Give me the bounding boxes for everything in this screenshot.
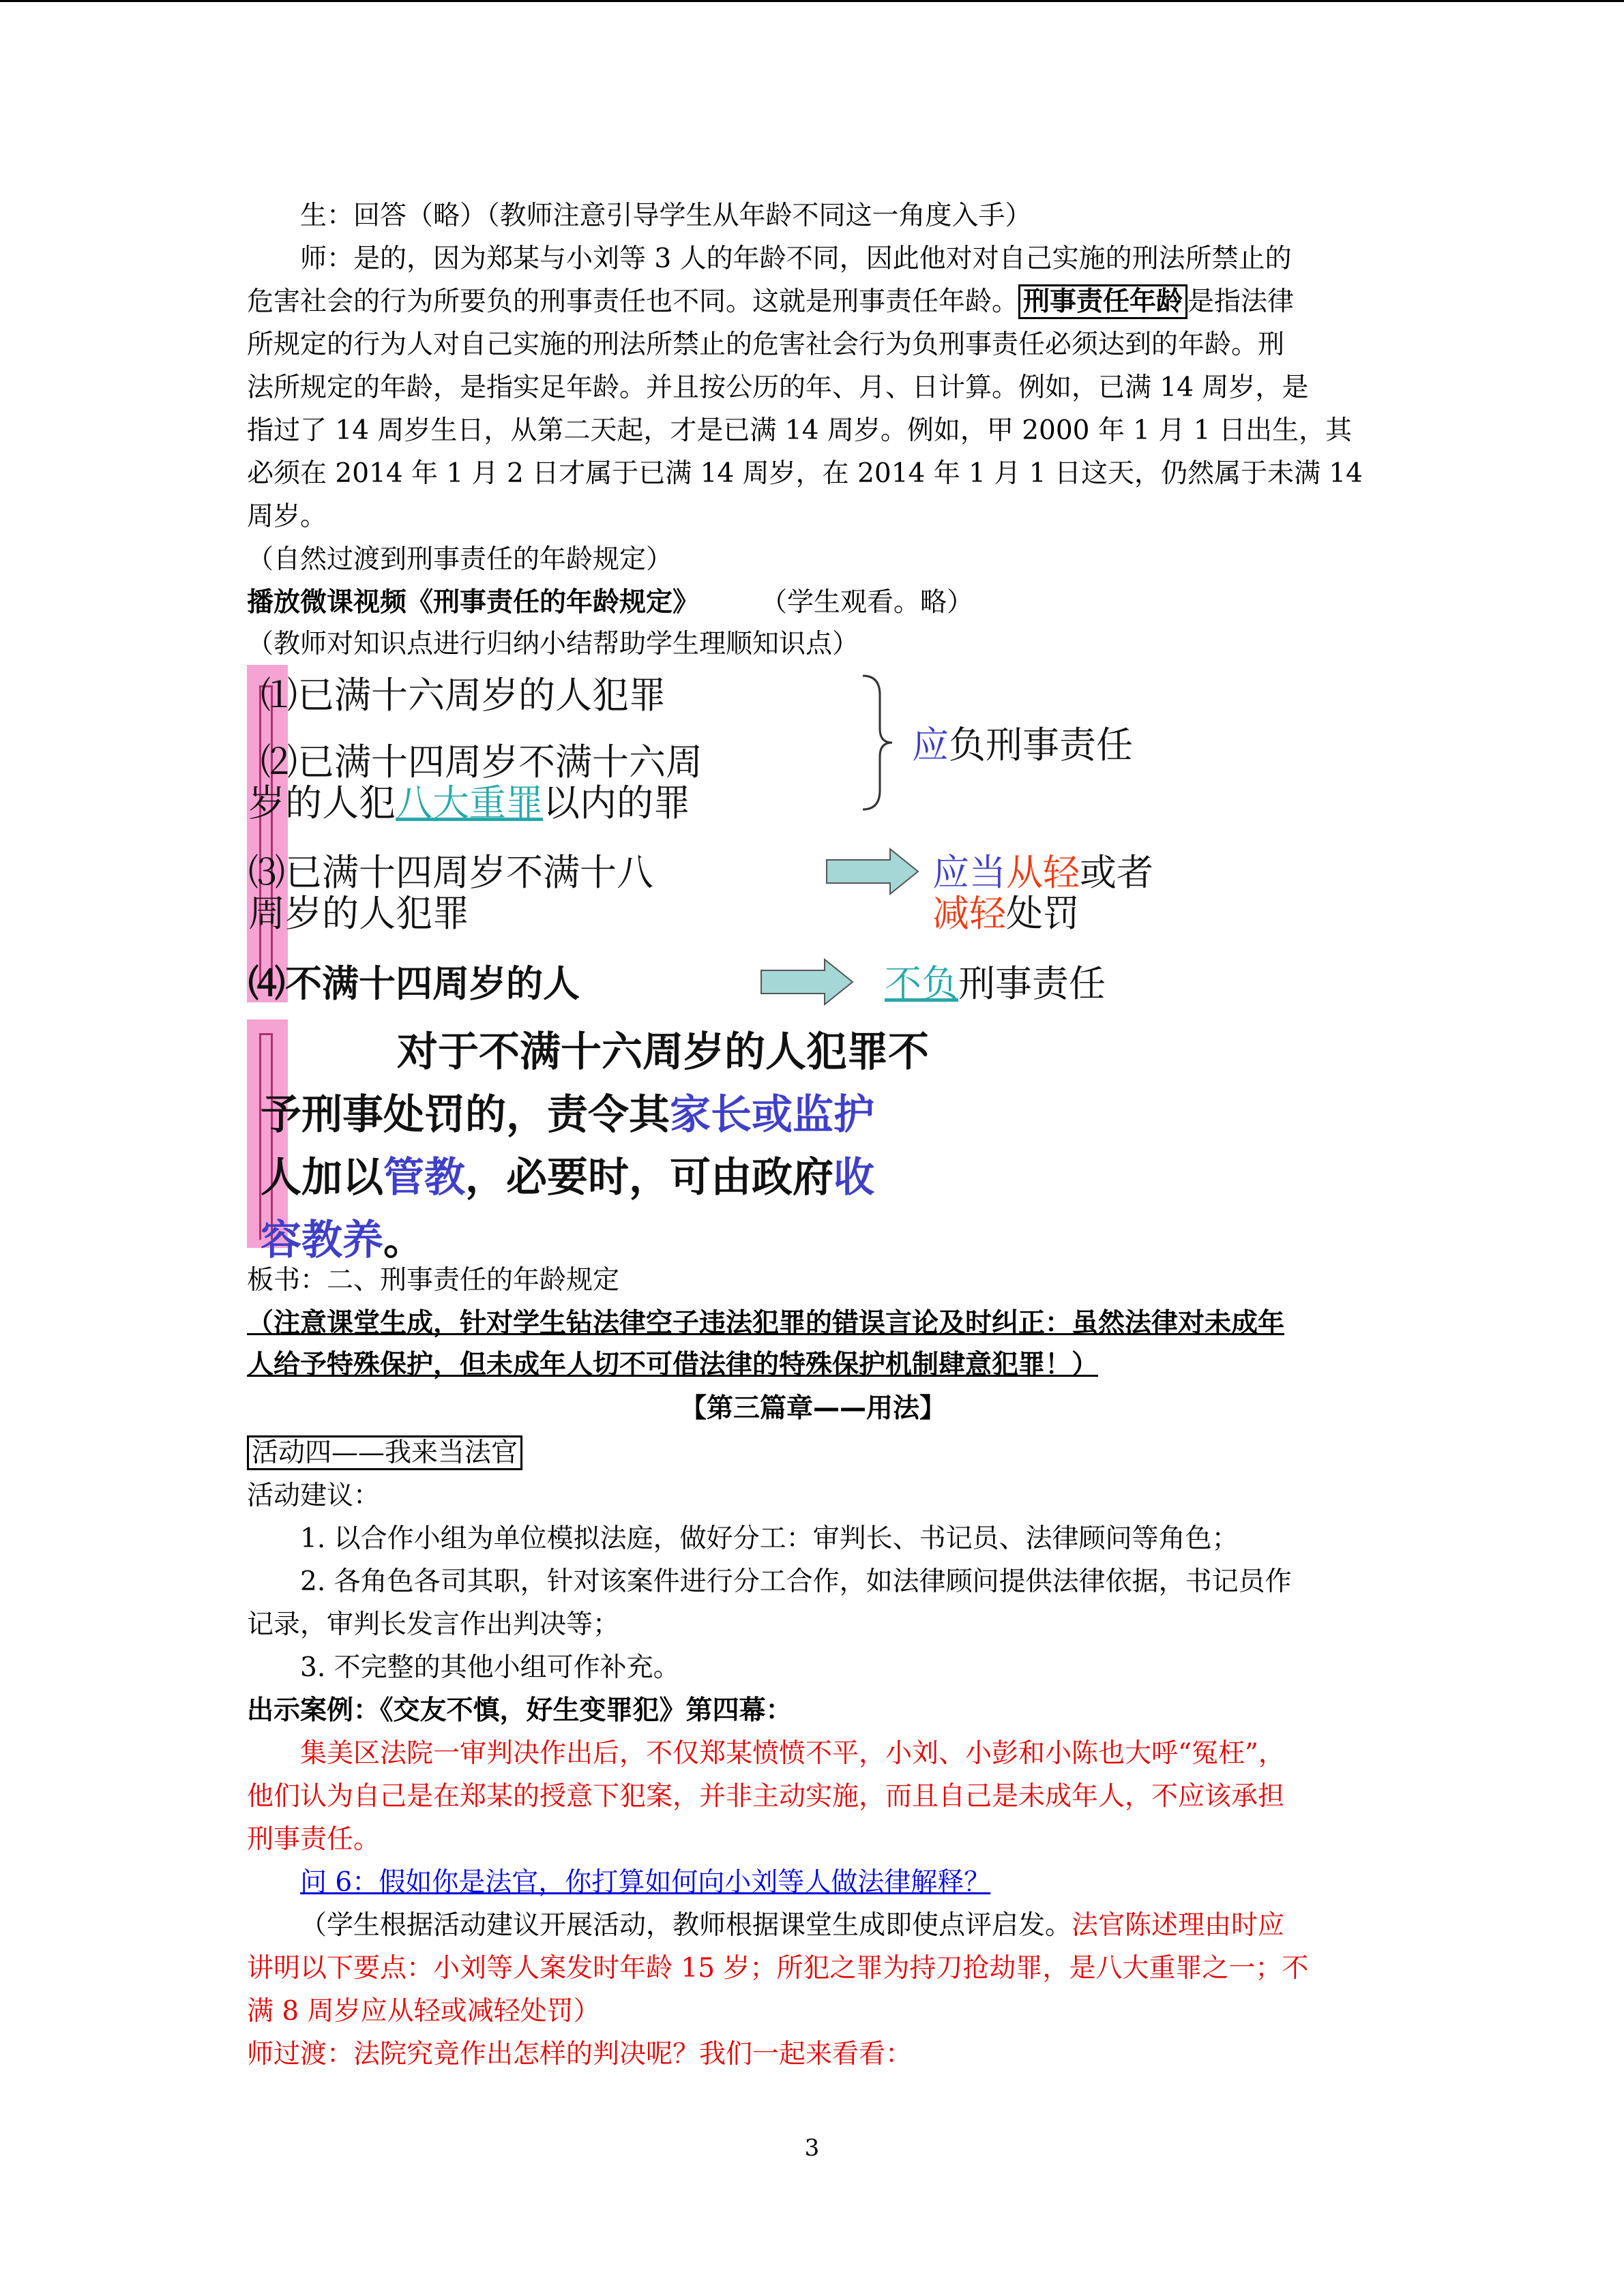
- rule-2b: 岁的人犯八大重罪以内的罪: [248, 781, 690, 824]
- principle-line-4: 容教养。: [261, 1217, 424, 1264]
- case-title: 出示案例：《交友不慎，好生变罪犯》第四幕：: [247, 1695, 793, 1726]
- rule-3a: ⑶已满十四周岁不满十八: [248, 851, 653, 894]
- principle-line-1: 对于不满十六周岁的人犯罪不: [397, 1028, 929, 1076]
- activity-title: 活动四——我来当法官: [247, 1435, 522, 1470]
- answer-line-3: 满 8 周岁应从轻或减轻处罚）: [247, 1996, 600, 2027]
- arrow-2: [825, 848, 921, 895]
- teacher-line-2: 危害社会的行为所要负的刑事责任也不同。这就是刑事责任年龄。 刑事责任年龄 是指法律: [247, 281, 1379, 323]
- question-6: 问 6：假如你是法官，你打算如何向小刘等人做法律解释？: [300, 1867, 991, 1898]
- suggestion-2: 2. 各角色各司其职，针对该案件进行分工合作，如法律顾问提供法律依据，书记员作: [300, 1566, 1292, 1597]
- rule-4: ⑷不满十四周岁的人: [248, 962, 580, 1005]
- brace: [859, 674, 894, 811]
- warning-note-1: （注意课堂生成，针对学生钻法律空子违法犯罪的错误言论及时纠正：虽然法律对未成年: [247, 1308, 1285, 1339]
- question-6-row: [247, 1862, 1432, 1904]
- rule-1: ⑴已满十六周岁的人犯罪: [261, 674, 666, 717]
- answer-line-2: 讲明以下要点：小刘等人案发时年龄 15 岁；所犯之罪为持刀抢劫罪，是八大重罪之一；不: [247, 1953, 1309, 1984]
- case-text-3: 刑事责任。: [247, 1824, 381, 1855]
- result-1: 应负刑事责任: [912, 724, 1133, 766]
- arrow-3: [760, 958, 855, 1006]
- suggestion-1: 1. 以合作小组为单位模拟法庭，做好分工：审判长、书记员、法律顾问等角色；: [300, 1523, 1239, 1554]
- teacher-transition: 师过渡：法院究竟作出怎样的判决呢？我们一起来看看：: [247, 2039, 913, 2070]
- result-2b: 减轻处罚: [932, 892, 1080, 935]
- board-title: 板书：二、刑事责任的年龄规定: [247, 1265, 620, 1296]
- warning-note-2: 人给予特殊保护，但未成年人切不可借法律的特殊保护机制肆意犯罪！）: [247, 1350, 1099, 1380]
- suggestion-2b: 记录，审判长发言作出判决等；: [247, 1609, 620, 1640]
- term-box: 刑事责任年龄: [1018, 284, 1187, 319]
- page-number: 3: [804, 2134, 820, 2162]
- top-border: [0, 0, 1624, 2]
- rule-2a: ⑵已满十四周岁不满十六周: [261, 741, 703, 784]
- video-line: 播放微课视频《刑事责任的年龄规定》 （学生观看。略）: [247, 587, 974, 618]
- teacher-line-4: 法所规定的年龄，是指实足年龄。并且按公历的年、月、日计算。例如，已满 14 周岁，是: [247, 372, 1309, 403]
- suggestion-3: 3. 不完整的其他小组可作补充。: [300, 1652, 680, 1683]
- teacher-line-5: 指过了 14 周岁生日，从第二天起，才是已满 14 周岁。例如，甲 2000 年 1 月 1 日出生，其: [247, 415, 1353, 446]
- principle-line-3: 人加以管教，必要时，可由政府收: [261, 1154, 874, 1202]
- activity-title-row: [247, 1432, 1379, 1474]
- student-answer: 生：回答（略）（教师注意引导学生从年龄不同这一角度入手）: [300, 200, 1032, 231]
- suggestion-label: 活动建议：: [247, 1480, 381, 1511]
- teacher-line-6: 必须在 2014 年 1 月 2 日才属于已满 14 周岁，在 2014 年 1 月 1 日这天，仍然属于未满 14: [247, 458, 1363, 489]
- answer-line-1: （学生根据活动建议开展活动，教师根据课堂生成即使点评启发。法官陈述理由时应: [300, 1910, 1285, 1941]
- case-text-2: 他们认为自己是在郑某的授意下犯案，并非主动实施，而且自己是未成年人，不应该承担: [247, 1781, 1285, 1812]
- rule-3b: 周岁的人犯罪: [248, 892, 469, 935]
- chapter-heading: 【第三篇章——用法】: [679, 1393, 946, 1424]
- case-text-1: 集美区法院一审判决作出后，不仅郑某愤愤不平，小刘、小彭和小陈也大呼“冤枉”，: [300, 1738, 1285, 1769]
- result-2a: 应当从轻或者: [932, 851, 1153, 894]
- teacher-line-1: 师：是的，因为郑某与小刘等 3 人的年龄不同，因此他对对自己实施的刑法所禁止的: [300, 243, 1292, 274]
- transition-note: （自然过渡到刑事责任的年龄规定）: [247, 544, 673, 575]
- teacher-line-3: 所规定的行为人对自己实施的刑法所禁止的危害社会行为负刑事责任必须达到的年龄。刑: [247, 329, 1285, 360]
- principle-line-2: 予刑事处罚的，责令其家长或监护: [261, 1091, 874, 1139]
- slide-image: [247, 665, 1379, 1265]
- teacher-line-7: 周岁。: [247, 501, 327, 532]
- summary-note: （教师对知识点进行归纳小结帮助学生理顺知识点）: [247, 629, 859, 659]
- result-3: 不负刑事责任: [885, 962, 1106, 1005]
